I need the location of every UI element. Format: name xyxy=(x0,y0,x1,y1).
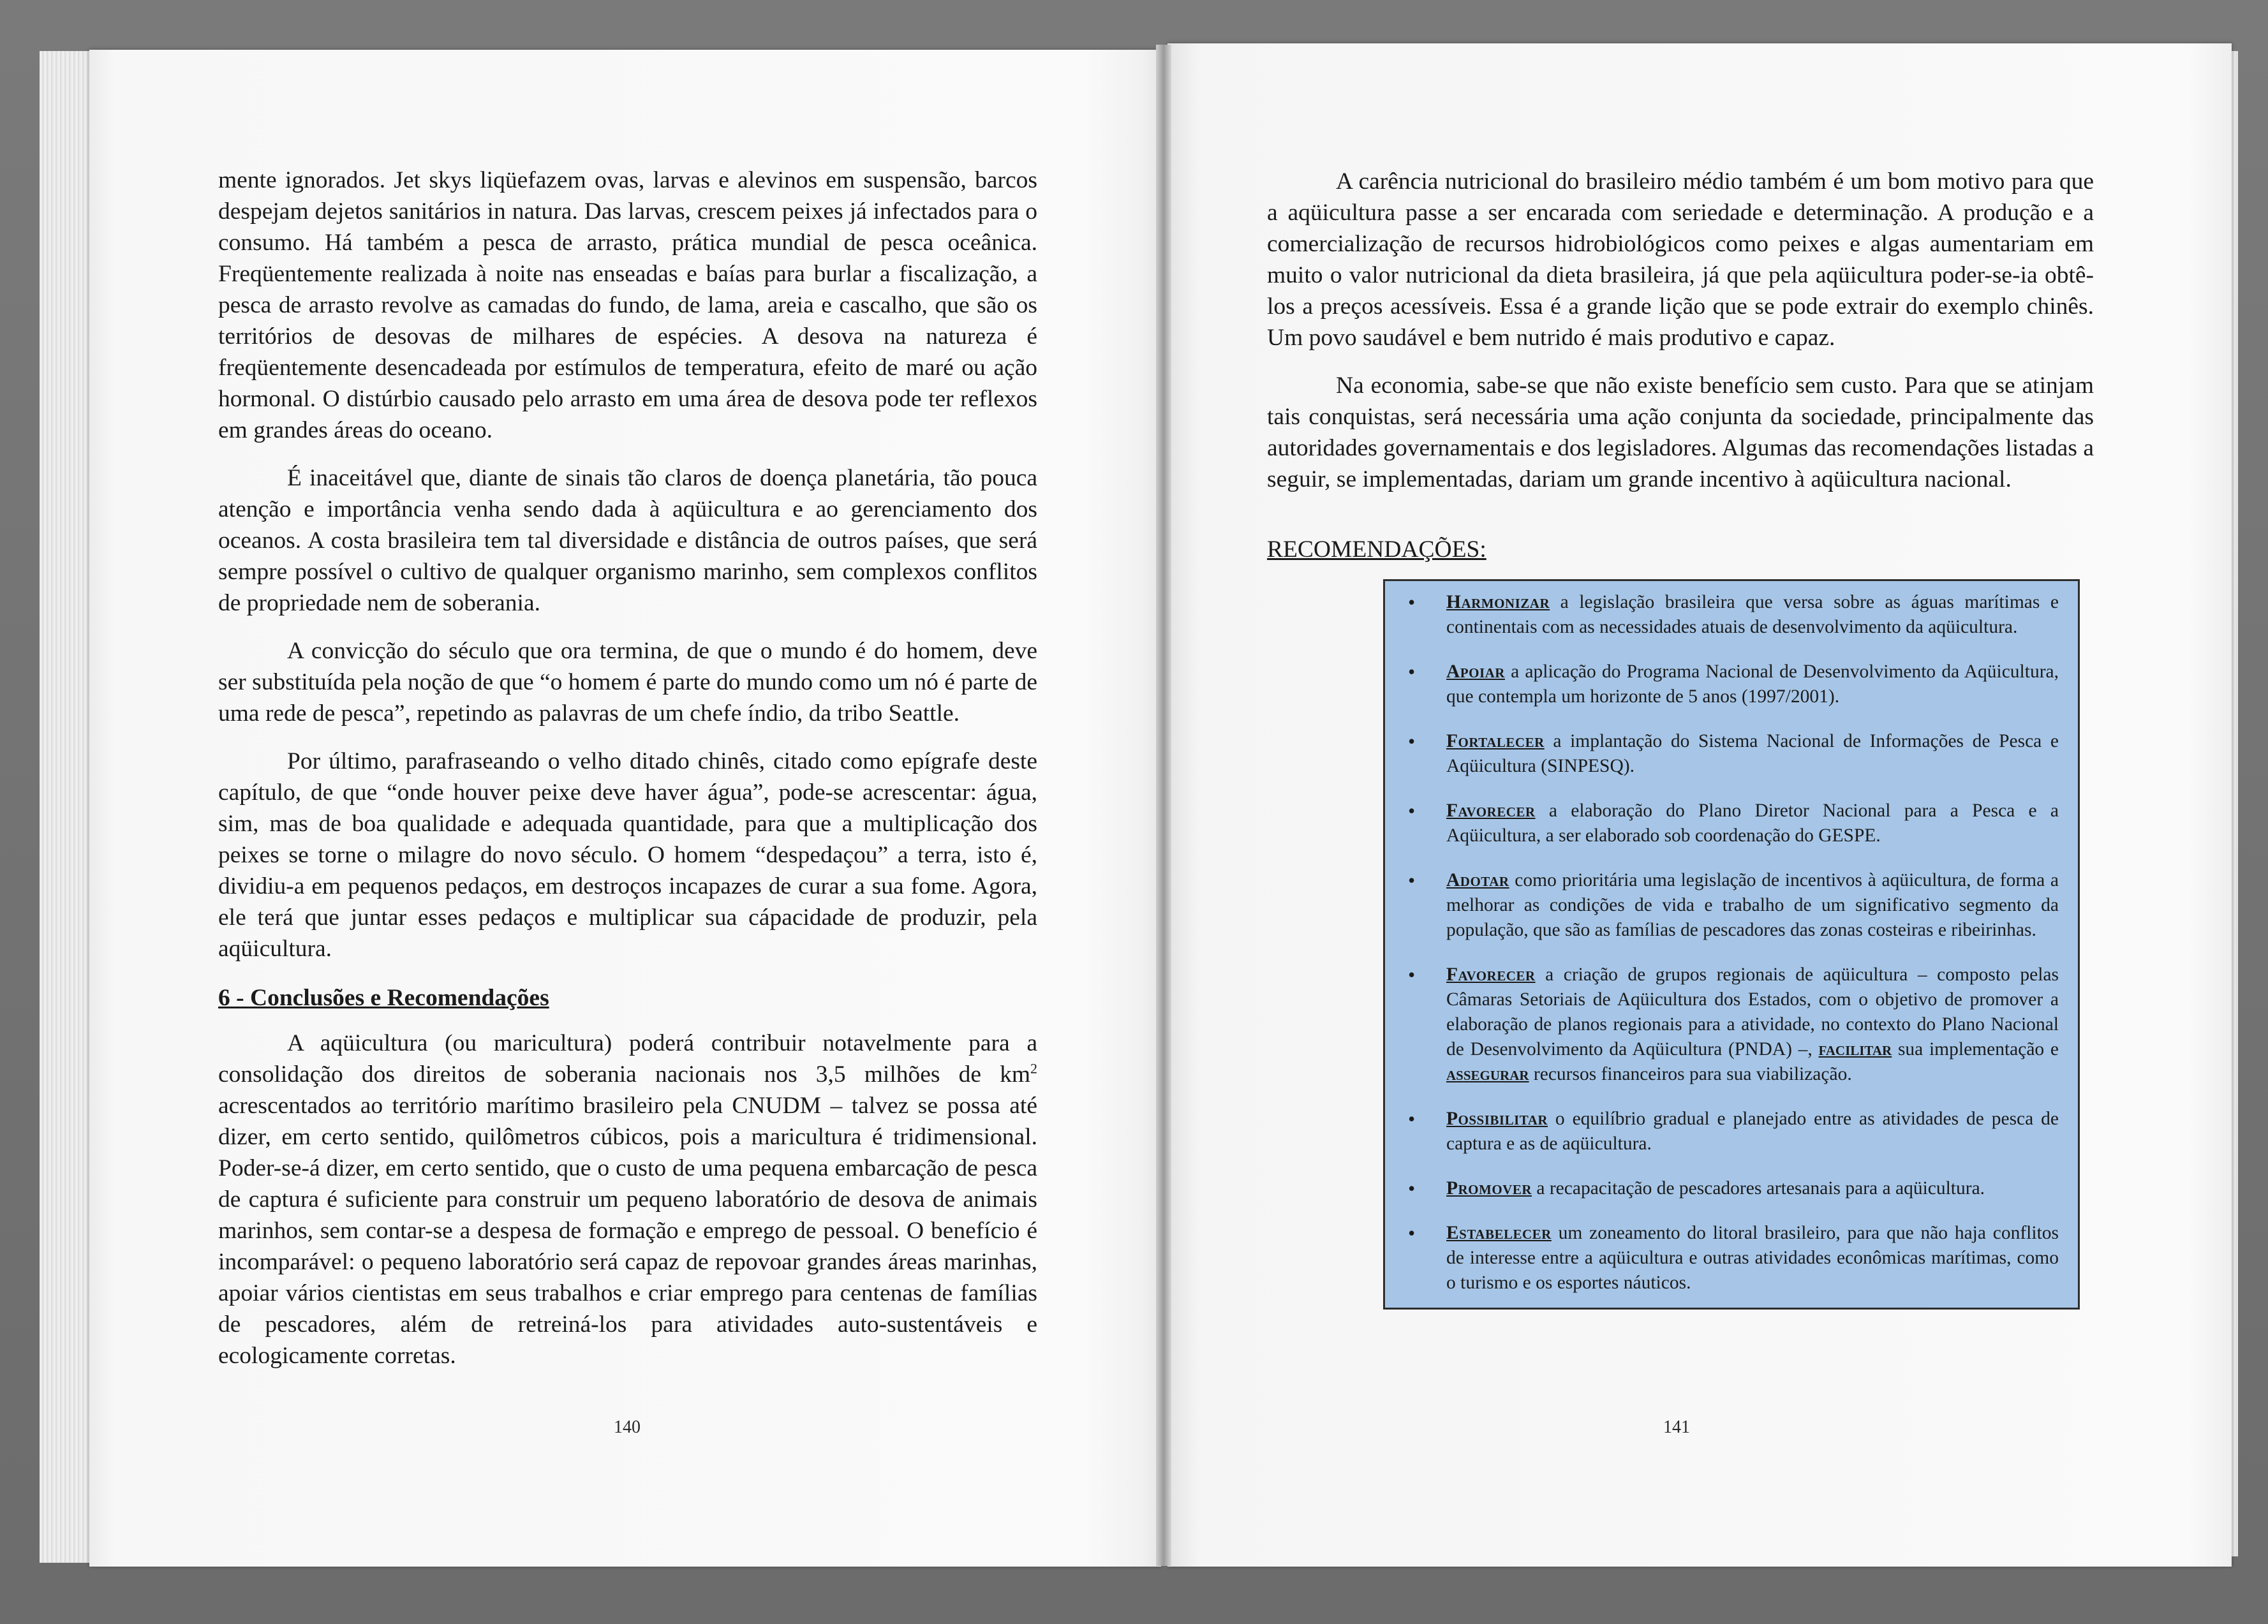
recommendation-text: como prioritária uma legislação de incentivos à aqüicultura, de forma a melhorar as condições de vida e trabalho de um significativo segmento da população, que são as famílias de pescadores das zonas costeiras e ribeirinhas. xyxy=(1446,870,2059,940)
recommendation-item xyxy=(1408,590,2059,640)
recommendation-item xyxy=(1408,868,2059,943)
bullet-icon: • xyxy=(1408,799,1416,822)
page-number-right: 141 xyxy=(1663,1417,1690,1437)
bullet-icon: • xyxy=(1408,591,1416,614)
recommendation-text-2: sua implementação e xyxy=(1892,1039,2059,1059)
bullet-icon: • xyxy=(1408,963,1416,986)
recommendation-text: a legislação brasileira que versa sobre as águas marítimas e continentais com as necessidades atuais de desenvolvimento da aqüicultura. xyxy=(1446,592,2059,637)
recommendation-verb: Apoiar xyxy=(1446,661,1505,682)
recommendation-item xyxy=(1408,1176,2059,1201)
recommendation-verb: Adotar xyxy=(1446,870,1509,890)
recommendation-item xyxy=(1408,799,2059,848)
recommendation-item xyxy=(1408,1107,2059,1156)
recommendation-verb-facilitar: facilitar xyxy=(1818,1039,1892,1059)
bullet-icon: • xyxy=(1408,1177,1416,1200)
conclusion-paragraph xyxy=(218,1028,1037,1371)
right-paragraph-1: A carência nutricional do brasileiro médio também é um bom motivo para que a aqüicultura passe a ser encarada com seriedade e determinação. A produção e a comercialização de recursos hidrobiológicos como peixes e algas aumentariam em muito o valor nutricional da dieta brasileira, já que pela aqüicultura poder-se-ia obtê-los a preços acessíveis. Essa é a grande lição que se pode extrair do exemplo chinês. Um povo saudável e bem nutrido é mais produtivo e capaz. xyxy=(1267,168,2094,351)
bullet-icon: • xyxy=(1408,1107,1416,1130)
left-page-edges xyxy=(40,51,97,1563)
conclusion-text-part1: A aqüicultura (ou maricultura) poderá contribuir notavelmente para a consolidação dos direitos de soberania nacionais nos 3,5 milhões de km xyxy=(218,1030,1037,1088)
recommendation-verb: Harmonizar xyxy=(1446,592,1550,612)
recommendation-item xyxy=(1408,729,2059,779)
bullet-icon: • xyxy=(1408,730,1416,753)
conclusion-text-part2: acrescentados ao território marítimo brasileiro pela CNUDM – talvez se possa até dizer, em certo sentido, quilômetros cúbicos, pois a maricultura é tridimensional. Poder-se-á dizer, em certo sentido, que o custo de uma pequena embarcação de pesca de captura é suficiente para construir um pequeno laboratório de desova de animais marinhos, sem contar-se a despesa de formação e emprego de pessoal. O benefício é incomparável: o pequeno laboratório será capaz de repovoar grandes áreas marinhas, apoiar vários cientistas em seus trabalhos e criar emprego para centenas de famílias de pescadores, além de retreiná-los para atividades auto-sustentáveis e ecologicamente corretas. xyxy=(218,1093,1037,1369)
recommendation-verb: Favorecer xyxy=(1446,801,1536,821)
recommendation-text: a implantação do Sistema Nacional de Informações de Pesca e Aqüicultura (SINPESQ). xyxy=(1446,731,2059,776)
bullet-icon: • xyxy=(1408,660,1416,683)
recommendations-heading: RECOMENDAÇÕES: xyxy=(1267,536,1486,563)
recommendation-text: a aplicação do Programa Nacional de Desenvolvimento da Aqüicultura, que contempla um horizonte de 5 anos (1997/2001). xyxy=(1446,661,2059,707)
recommendation-verb-assegurar: assegurar xyxy=(1446,1064,1529,1084)
section-title: 6 - Conclusões e Recomendações xyxy=(218,985,549,1011)
recommendation-text: o equilíbrio gradual e planejado entre as atividades de pesca de captura e as de aqüicultura. xyxy=(1446,1109,2059,1154)
superscript-two: 2 xyxy=(1030,1060,1037,1077)
right-page-body xyxy=(1267,166,2094,495)
paragraph-1: mente ignorados. Jet skys liqüefazem ovas, larvas e alevinos em suspensão, barcos despejam dejetos sanitários in natura. Das larvas, crescem peixes já infectados para o consumo. Há também a pesca de arrasto, prática mundial de pesca oceânica. Freqüentemente realizada à noite nas enseadas e baías para burlar a fiscalização, a pesca de arrasto revolve as camadas do fundo, de lama, areia e cascalho, que são os territórios de desovas de milhares de espécies. A desova na natureza é freqüentemente desencadeada por estímulos de temperatura, efeito de maré ou ação hormonal. O distúrbio causado pelo arrasto em uma área de desova pode ter reflexos em grandes áreas do oceano. xyxy=(218,167,1037,443)
recommendations-box xyxy=(1383,579,2080,1310)
recommendation-text: a elaboração do Plano Diretor Nacional para a Pesca e a Aqüicultura, a ser elaborado sob coordenação do GESPE. xyxy=(1446,801,2059,846)
right-paragraph-2: Na economia, sabe-se que não existe benefício sem custo. Para que se atinjam tais conquistas, será necessária uma ação conjunta da sociedade, principalmente das autoridades governamentais e dos legisladores. Algumas das recomendações listadas a seguir, se implementadas, dariam um grande incentivo à aqüicultura nacional. xyxy=(1267,373,2094,492)
recommendation-verb: Fortalecer xyxy=(1446,731,1545,751)
bullet-icon: • xyxy=(1408,869,1416,892)
recommendation-item xyxy=(1408,660,2059,709)
paragraph-2: É inaceitável que, diante de sinais tão claros de doença planetária, tão pouca atenção e importância venha sendo dada à aqüicultura e ao gerenciamento dos oceanos. A costa brasileira tem tal diversidade e distância de outros países, que será sempre possível o cultivo de qualquer organismo marinho, sem complexos conflitos de propriedade nem de soberania. xyxy=(218,465,1037,616)
bullet-icon: • xyxy=(1408,1222,1416,1244)
recommendation-text: um zoneamento do litoral brasileiro, para que não haja conflitos de interesse entre a aqüicultura e outras atividades econômicas marítimas, como o turismo e os esportes náuticos. xyxy=(1446,1223,2059,1293)
recommendation-text: a criação de grupos regionais de aqüicultura – composto pelas Câmaras Setoriais de Aqüicultura dos Estados, com o objetivo de promover a elaboração de planos regionais para a atividade, no contexto do Plano Nacional de Desenvolvimento da Aqüicultura (PNDA) –, xyxy=(1446,964,2059,1059)
recommendation-item xyxy=(1408,963,2059,1087)
recommendation-text: a recapacitação de pescadores artesanais para a aqüicultura. xyxy=(1532,1178,1985,1199)
left-page-body xyxy=(218,165,1037,1371)
recommendation-item xyxy=(1408,1221,2059,1296)
paragraph-3: A convicção do século que ora termina, de que o mundo é do homem, deve ser substituída pela noção de que “o homem é parte do mundo como um nó é parte de uma rede de pesca”, repetindo as palavras de um chefe índio, da tribo Seattle. xyxy=(218,638,1037,727)
page-number-left: 140 xyxy=(614,1417,641,1437)
paragraph-4: Por último, parafraseando o velho ditado chinês, citado como epígrafe deste capítulo, de que “onde houver peixe deve haver água”, pode-se acrescentar: água, sim, mas de boa qualidade e adequada quantidade, para que a multiplicação dos peixes se torne o milagre do novo século. O homem “despedaçou” a terra, isto é, dividiu-a em pequenos pedaços, em destroços incapazes de curar a sua fome. Agora, ele terá que juntar esses pedaços e multiplicar sua cápacidade de produzir, pela aqüicultura. xyxy=(218,748,1037,962)
recommendation-verb: Estabelecer xyxy=(1446,1223,1552,1243)
recommendation-text-3: recursos financeiros para sua viabilização. xyxy=(1529,1064,1852,1084)
recommendation-verb: Favorecer xyxy=(1446,964,1536,985)
book-gutter xyxy=(1156,45,1171,1566)
recommendation-verb: Promover xyxy=(1446,1178,1532,1199)
recommendation-verb: Possibilitar xyxy=(1446,1109,1548,1129)
